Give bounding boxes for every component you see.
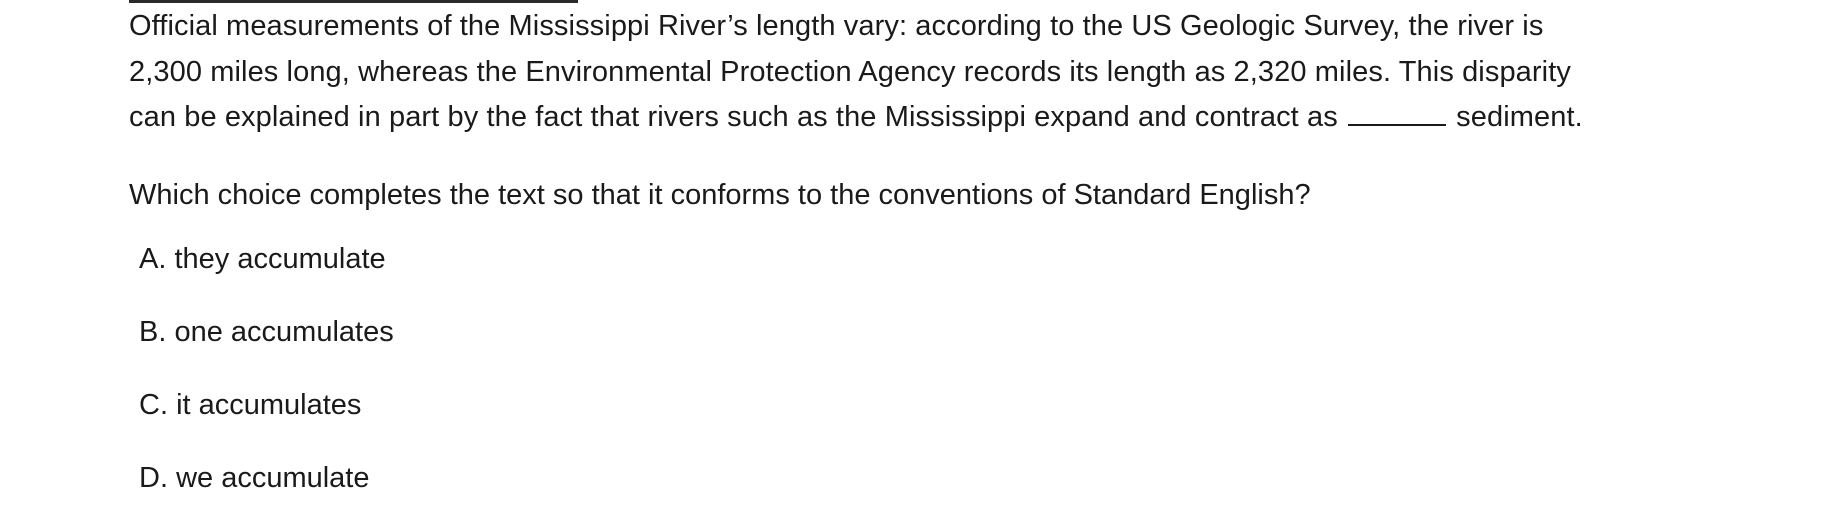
- passage-text: [129, 4, 1829, 141]
- choice-text: we accumulate: [176, 462, 370, 494]
- choice-letter: A.: [139, 243, 167, 275]
- choice-d[interactable]: [139, 456, 394, 529]
- choice-letter: C.: [139, 389, 168, 421]
- choice-text: one accumulates: [174, 316, 394, 348]
- fill-in-blank: [1348, 123, 1446, 126]
- question-prompt: Which choice completes the text so that it conforms to the conventions of Standard English?: [129, 179, 1311, 211]
- answer-choices: [139, 237, 394, 529]
- choice-letter: B.: [139, 316, 167, 348]
- choice-b[interactable]: [139, 310, 394, 383]
- passage-line-3-before: can be explained in part by the fact that rivers such as the Mississippi expand and contract as: [129, 101, 1338, 133]
- passage-line-3-after: sediment.: [1456, 101, 1583, 133]
- passage-line-3: [129, 95, 1829, 141]
- choice-letter: D.: [139, 462, 168, 494]
- passage-line-2: 2,300 miles long, whereas the Environmental Protection Agency records its length as 2,320 miles. This disparity: [129, 55, 1571, 88]
- choice-text: it accumulates: [176, 389, 362, 421]
- top-divider: [129, 0, 578, 3]
- passage-line-1: Official measurements of the Mississippi River’s length vary: according to the US Geologic Survey, the river is: [129, 10, 1544, 42]
- choice-a[interactable]: [139, 237, 394, 310]
- choice-c[interactable]: [139, 383, 394, 456]
- choice-text: they accumulate: [174, 243, 386, 275]
